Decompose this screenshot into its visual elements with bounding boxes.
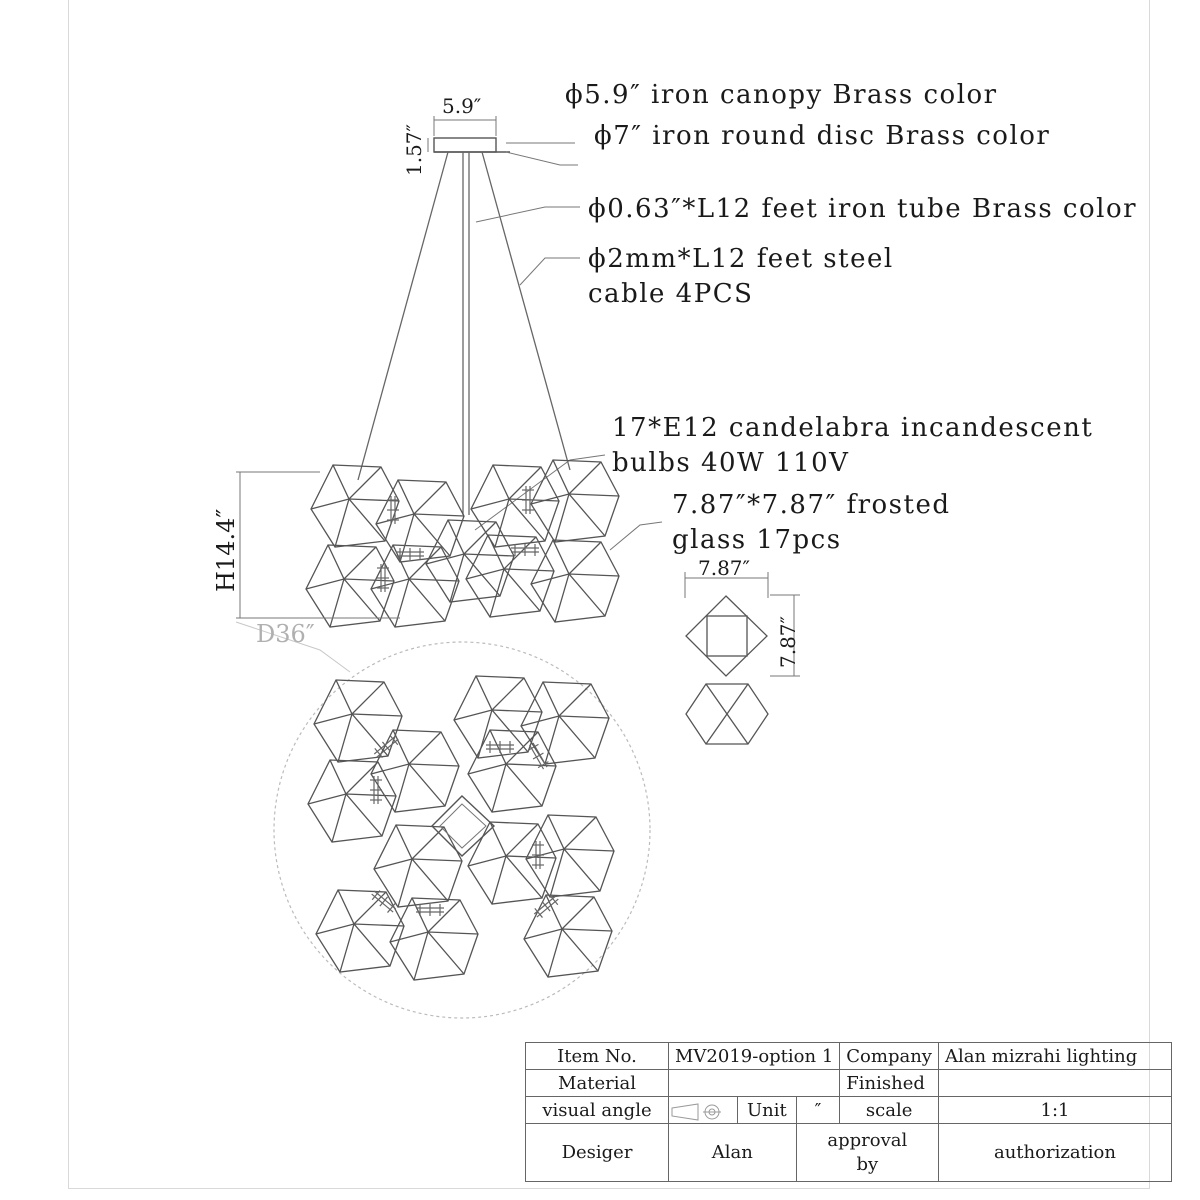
glass-width-label: 7.87″ bbox=[698, 556, 751, 580]
bulbs-note-line2: bulbs 40W 110V bbox=[612, 448, 850, 478]
visual-angle-label: visual angle bbox=[526, 1097, 669, 1124]
glass-note-line2: glass 17pcs bbox=[672, 525, 842, 555]
diameter-circle bbox=[274, 642, 650, 1018]
cable-note-line1: ϕ2mm*L12 feet steel bbox=[588, 244, 894, 274]
scale-value: 1:1 bbox=[938, 1097, 1171, 1124]
canopy-note: ϕ5.9″ iron canopy Brass color bbox=[565, 80, 998, 110]
canopy-shape bbox=[428, 116, 510, 152]
glass-note-line1: 7.87″*7.87″ frosted bbox=[672, 490, 951, 520]
title-block bbox=[525, 1042, 1172, 1182]
material-value bbox=[669, 1070, 840, 1097]
designer-label: Desiger bbox=[526, 1124, 669, 1182]
canopy-height-label: 1.57″ bbox=[402, 123, 426, 176]
unit-value: ″ bbox=[796, 1097, 840, 1124]
material-label: Material bbox=[526, 1070, 669, 1097]
company-label: Company bbox=[840, 1043, 939, 1070]
item-no-label: Item No. bbox=[526, 1043, 669, 1070]
glass-height-label: 7.87″ bbox=[776, 615, 800, 668]
authorization-label: authorization bbox=[938, 1124, 1171, 1182]
tube-note: ϕ0.63″*L12 feet iron tube Brass color bbox=[588, 194, 1138, 224]
visual-angle-icon-cell bbox=[669, 1097, 738, 1124]
item-no-value: MV2019-option 1 bbox=[669, 1043, 840, 1070]
disc-note: ϕ7″ iron round disc Brass color bbox=[594, 121, 1051, 151]
finished-label: Finished bbox=[840, 1070, 939, 1097]
fixture-height-label: H14.4″ bbox=[212, 508, 240, 592]
diameter-label: D36″ bbox=[256, 620, 315, 648]
canopy-width-label: 5.9″ bbox=[442, 94, 482, 118]
unit-label: Unit bbox=[738, 1097, 797, 1124]
scale-label: scale bbox=[840, 1097, 939, 1124]
approval-label: approval by bbox=[796, 1124, 938, 1182]
cable-note-line2: cable 4PCS bbox=[588, 279, 754, 309]
designer-value: Alan bbox=[669, 1124, 797, 1182]
tube-and-cables bbox=[358, 152, 570, 515]
company-value: Alan mizrahi lighting bbox=[938, 1043, 1171, 1070]
plan-glass-cluster bbox=[308, 676, 614, 980]
finished-value bbox=[938, 1070, 1171, 1097]
bulbs-note-line1: 17*E12 candelabra incandescent bbox=[612, 413, 1094, 443]
